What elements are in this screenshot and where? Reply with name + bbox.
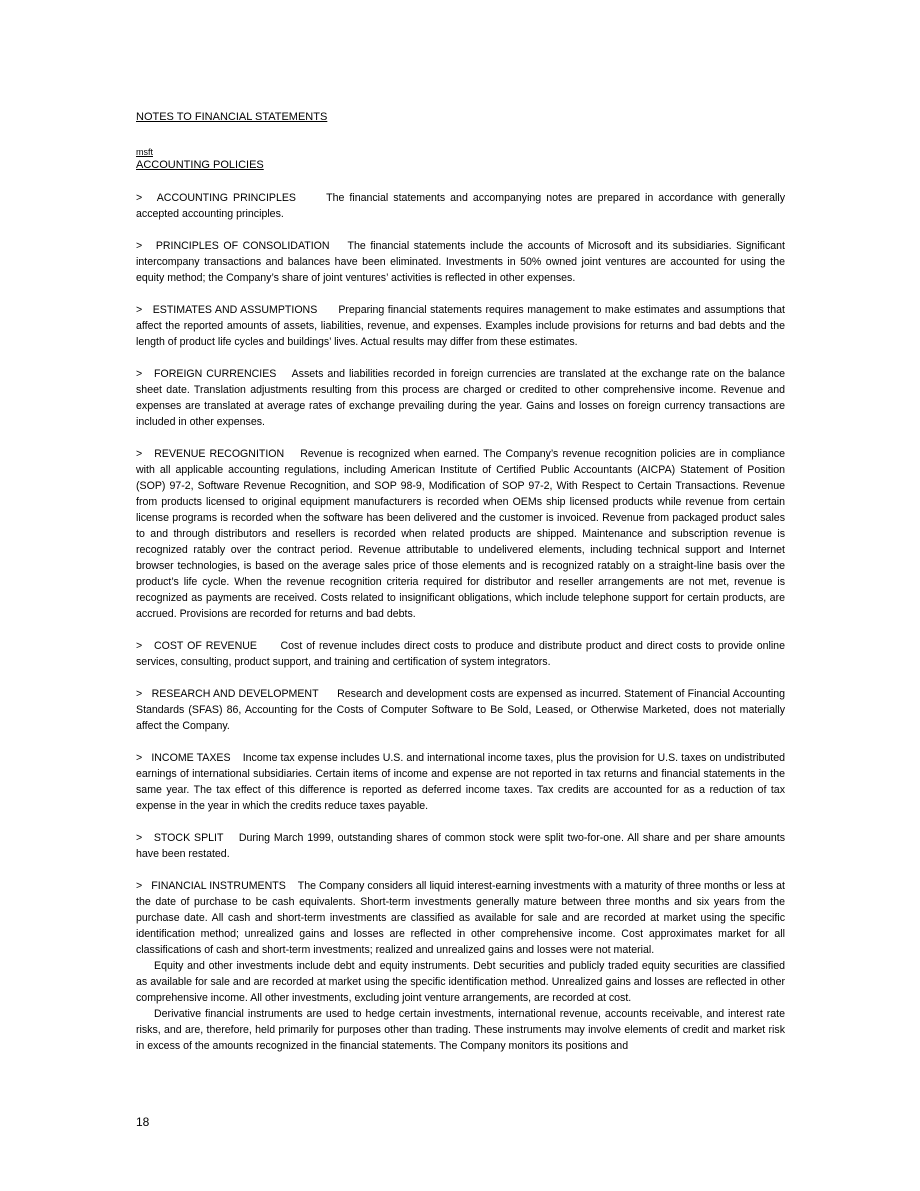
financial-instruments-paragraph-3: Derivative financial instruments are used to hedge certain investments, international revenue, accounts receivable, and interest rate risks, and are, therefore, held primarily for purposes other than trading. These instruments may involve elements of credit and market risk in excess of the amounts recognized in the financial statements. The Company monitors its positions and <box>136 1008 785 1052</box>
page-number: 18 <box>136 1115 150 1129</box>
policy-estimates-and-assumptions <box>136 302 785 350</box>
policy-body: Revenue is recognized when earned. The Company’s revenue recognition policies are in compliance with all applicable accounting regulations, including American Institute of Certified Public Accountants (AICPA) Statement of Position (SOP) 97-2, Software Revenue Recognition, and SOP 98-9, Modification of SOP 97-2, With Respect to Certain Transactions. Revenue from products licensed to original equipment manufacturers is recorded when OEMs ship licensed products while revenue from certain license programs is recorded when the software has been delivered and the customer is invoiced. Revenue from packaged product sales to and through distributors and resellers is recorded when related products are shipped. Maintenance and subscription revenue is recognized ratably over the contract period. Revenue attributable to undelivered elements, including technical support and Internet browser technologies, is based on the average sales price of those elements and is recognized ratably on a straight-line basis over the product’s life cycle. When the revenue recognition criteria required for distributor and reseller arrangements are not met, revenue is recognized as payments are received. Costs related to insignificant obligations, which include telephone support for certain products, are accrued. Provisions are recorded for returns and bad debts. <box>136 448 785 620</box>
policy-body: Assets and liabilities recorded in foreign currencies are translated at the exchange rate on the balance sheet date. Translation adjustments resulting from this process are charged or credited to other comprehensive income. Revenue and expenses are translated at average rates of exchange prevailing during the year. Gains and losses on foreign currency transactions are included in other expenses. <box>136 368 785 428</box>
policy-heading: > COST OF REVENUE <box>136 640 257 652</box>
policy-body: The financial statements and accompanying notes are prepared in accordance with generally accepted accounting principles. <box>136 192 785 220</box>
policy-heading: > RESEARCH AND DEVELOPMENT <box>136 688 319 700</box>
policy-research-and-development <box>136 686 785 734</box>
policy-income-taxes <box>136 750 785 814</box>
policy-heading: > INCOME TAXES <box>136 752 231 764</box>
policy-principles-of-consolidation <box>136 238 785 286</box>
policy-body: The financial statements include the accounts of Microsoft and its subsidiaries. Significant intercompany transactions and balances have been eliminated. Investments in 50% owned joint ventures are accounted for using the equity method; the Company’s share of joint ventures’ activities is reflected in other expenses. <box>136 240 785 284</box>
company-label: msft <box>136 147 153 157</box>
policy-body: Cost of revenue includes direct costs to produce and distribute product and direct costs to provide online services, consulting, product support, and training and certification of system integrators. <box>136 640 785 668</box>
policy-body: The Company considers all liquid interest-earning investments with a maturity of three months or less at the date of purchase to be cash equivalents. Short-term investments generally mature between three months and six years from the purchase date. All cash and short-term investments are classified as available for sale and are recorded at market using the specific identification method; unrealized gains and losses are reflected in other comprehensive income. Cost approximates market for all classifications of cash and short-term investments; realized and unrealized gains and losses were not material. <box>136 880 785 956</box>
policy-heading: > ACCOUNTING PRINCIPLES <box>136 192 296 204</box>
policy-heading: > REVENUE RECOGNITION <box>136 448 285 460</box>
policy-foreign-currencies <box>136 366 785 430</box>
policy-financial-instruments <box>136 878 785 958</box>
policy-heading: > STOCK SPLIT <box>136 832 224 844</box>
document-title: NOTES TO FINANCIAL STATEMENTS <box>136 111 328 123</box>
section-title: ACCOUNTING POLICIES <box>136 159 264 171</box>
policy-heading: > ESTIMATES AND ASSUMPTIONS <box>136 304 318 316</box>
policy-stock-split <box>136 830 785 862</box>
policy-body: During March 1999, outstanding shares of common stock were split two-for-one. All share and per share amounts have been restated. <box>136 832 786 860</box>
policy-heading: > FOREIGN CURRENCIES <box>136 368 277 380</box>
policy-cost-of-revenue <box>136 638 785 670</box>
policy-sections <box>136 190 785 1054</box>
policy-accounting-principles <box>136 190 785 222</box>
policy-revenue-recognition <box>136 446 785 622</box>
policy-heading: > FINANCIAL INSTRUMENTS <box>136 880 286 892</box>
policy-body: Research and development costs are expensed as incurred. Statement of Financial Accounting Standards (SFAS) 86, Accounting for the Costs of Computer Software to Be Sold, Leased, or Otherwise Marketed, does not materially affect the Company. <box>136 688 785 732</box>
policy-heading: > PRINCIPLES OF CONSOLIDATION <box>136 240 330 252</box>
policy-body: Preparing financial statements requires management to make estimates and assumptions that affect the reported amounts of assets, liabilities, revenue, and expenses. Examples include provisions for returns and bad debts and the length of product life cycles and buildings’ lives. Actual results may differ from these estimates. <box>136 304 785 348</box>
document-page <box>136 110 785 1054</box>
financial-instruments-paragraph-2: Equity and other investments include debt and equity instruments. Debt securities and publicly traded equity securities are classified as available for sale and are recorded at market using the specific identification method. Unrealized gains and losses are reflected in other comprehensive income. All other investments, excluding joint venture arrangements, are recorded at cost. <box>136 960 785 1004</box>
policy-body: Income tax expense includes U.S. and international income taxes, plus the provision for U.S. taxes on undistributed earnings of international subsidiaries. Certain items of income and expense are not reported in tax returns and financial statements in the same year. The tax effect of this difference is reported as deferred income taxes. Tax credits are accounted for as a reduction of tax expense in the year in which the credits reduce taxes payable. <box>136 752 785 812</box>
